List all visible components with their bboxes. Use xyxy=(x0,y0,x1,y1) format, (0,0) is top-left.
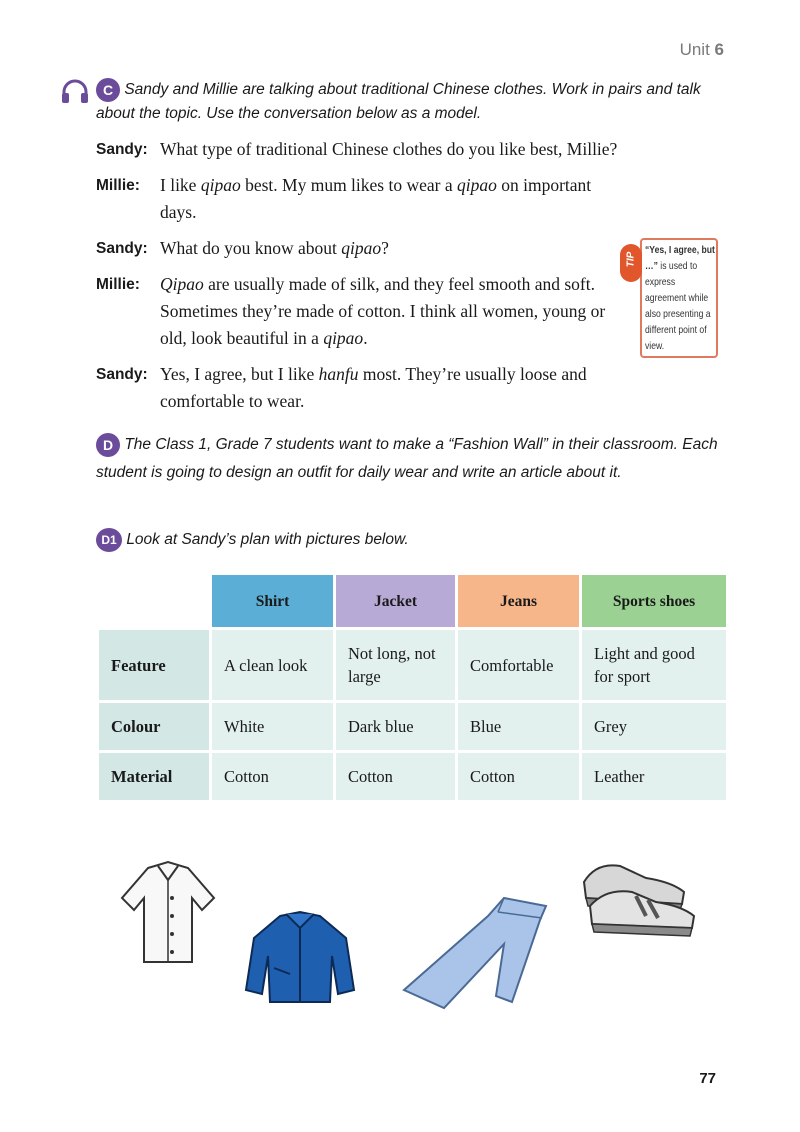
table-cell: A clean look xyxy=(212,630,333,700)
speech: What type of traditional Chinese clothes do you like best, Millie? xyxy=(160,139,618,159)
speech: Yes, I agree, but I like hanfu most. They’re usually loose and comfortable to wear. xyxy=(160,364,587,411)
row-label: Feature xyxy=(99,630,209,700)
section-c-text: Sandy and Millie are talking about traditional Chinese clothes. Work in pairs and talk about the topic. Use the conversation below as a model. xyxy=(96,81,701,122)
tip-text: “Yes, I agree, but …” is used to express agreement while also presenting a different point of view. xyxy=(645,244,715,352)
speaker: Sandy: xyxy=(96,141,148,158)
plan-table xyxy=(96,572,729,803)
column-header-jacket: Jacket xyxy=(336,575,455,627)
tip-box xyxy=(620,238,718,358)
headphones-icon xyxy=(60,78,90,104)
shirt-illustration xyxy=(118,858,222,968)
speaker: Sandy: xyxy=(96,366,148,383)
table-row xyxy=(99,703,726,750)
table-cell: Cotton xyxy=(458,753,579,800)
speaker: Millie: xyxy=(96,177,140,194)
speaker: Sandy: xyxy=(96,240,148,257)
table-cell: Comfortable xyxy=(458,630,579,700)
row-label: Material xyxy=(99,753,209,800)
dialog-line xyxy=(96,361,626,415)
table-cell: Blue xyxy=(458,703,579,750)
table-cell: Leather xyxy=(582,753,726,800)
column-header-sports-shoes: Sports shoes xyxy=(582,575,726,627)
jacket-illustration xyxy=(242,908,358,1008)
dialog-line xyxy=(96,271,626,352)
clothing-pictures xyxy=(110,852,710,1022)
sports-shoes-illustration xyxy=(576,852,700,942)
table-cell: Not long, not large xyxy=(336,630,455,700)
unit-label xyxy=(680,40,724,60)
dialog-line xyxy=(96,136,626,163)
unit-number: 6 xyxy=(714,40,724,59)
section-d-instruction xyxy=(96,431,736,487)
header-blank xyxy=(99,575,209,627)
speech: Qipao are usually made of silk, and they feel smooth and soft. Sometimes they’re made of cotton. I think all women, young or old, look beautiful in a qipao. xyxy=(160,274,606,348)
section-c-badge: C xyxy=(96,78,120,102)
section-c-instruction xyxy=(96,78,736,125)
page-number: 77 xyxy=(699,1070,716,1087)
unit-text: Unit xyxy=(679,40,710,59)
speech: I like qipao best. My mum likes to wear a qipao on important days. xyxy=(160,175,592,222)
table-cell: Dark blue xyxy=(336,703,455,750)
table-row xyxy=(99,753,726,800)
row-label: Colour xyxy=(99,703,209,750)
speaker: Millie: xyxy=(96,276,140,293)
section-d-text: The Class 1, Grade 7 students want to make a “Fashion Wall” in their classroom. Each student is going to design an outfit for daily wear and write an article about it. xyxy=(96,436,718,481)
section-d1-text: Look at Sandy’s plan with pictures below. xyxy=(126,531,409,549)
tip-flag-icon: TIP xyxy=(620,244,642,282)
table-cell: Light and good for sport xyxy=(582,630,726,700)
section-d-badge: D xyxy=(96,433,120,457)
dialog-line xyxy=(96,172,626,226)
section-d1-instruction xyxy=(96,528,736,552)
table-header-row xyxy=(99,575,726,627)
table-cell: Grey xyxy=(582,703,726,750)
dialog xyxy=(96,136,626,424)
column-header-jeans: Jeans xyxy=(458,575,579,627)
speech: What do you know about qipao? xyxy=(160,238,389,258)
table-row xyxy=(99,630,726,700)
dialog-line xyxy=(96,235,626,262)
section-d1-badge: D1 xyxy=(96,528,122,552)
jeans-illustration xyxy=(400,892,550,1010)
table-cell: Cotton xyxy=(336,753,455,800)
column-header-shirt: Shirt xyxy=(212,575,333,627)
table-cell: Cotton xyxy=(212,753,333,800)
table-cell: White xyxy=(212,703,333,750)
